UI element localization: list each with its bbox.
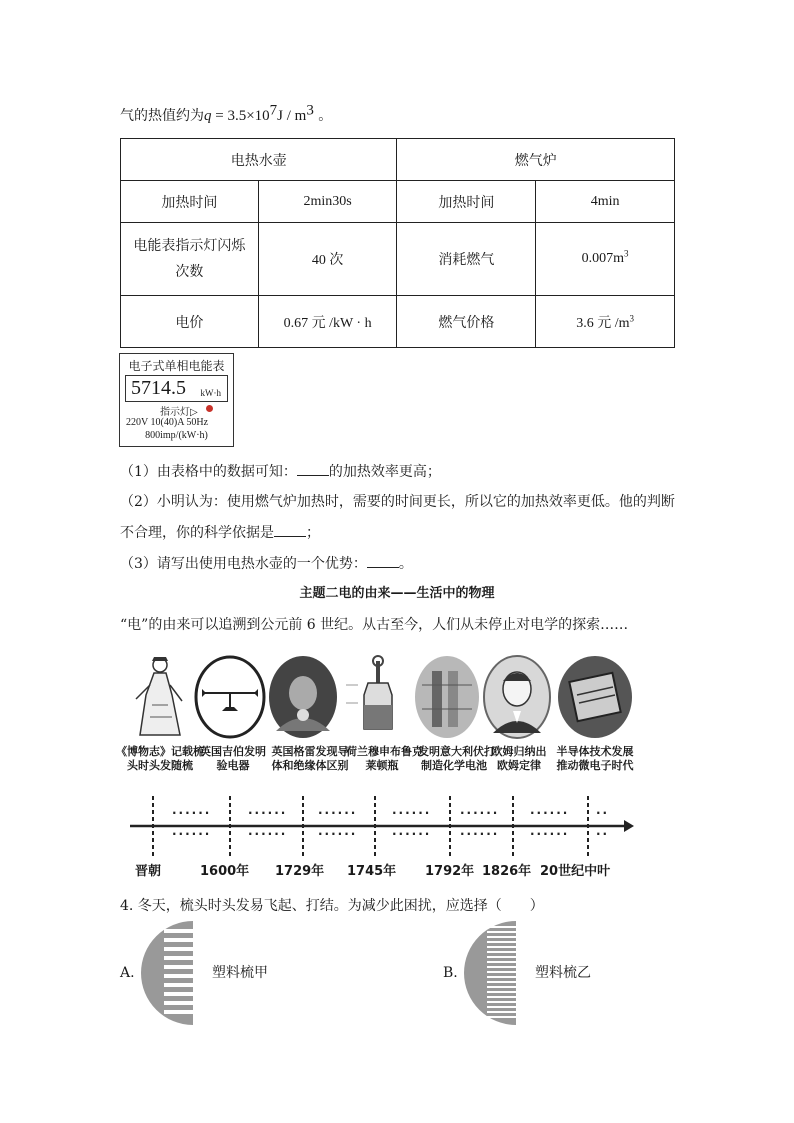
caption-line: 英国吉伯发明 [200, 745, 266, 758]
intro-unit-exp: 3 [306, 102, 314, 119]
option-a[interactable] [120, 963, 135, 983]
caption-7 [554, 745, 636, 773]
table-header-stove: 燃气炉 [397, 139, 675, 181]
table-cell: 加热时间 [121, 181, 259, 223]
caption-3 [270, 745, 350, 773]
svg-text:······: ······ [172, 806, 212, 820]
option-b-text: 塑料梳乙 [535, 965, 591, 981]
ancient-figure-picture [132, 655, 190, 739]
question-1 [120, 461, 441, 482]
timeline-axis [120, 790, 640, 860]
leyden-jar-picture [342, 655, 408, 739]
table-cell [536, 223, 675, 296]
chemical-battery-picture [414, 655, 480, 739]
caption-5 [418, 745, 495, 773]
table-header-kettle: 电热水壶 [121, 139, 397, 181]
caption-line: 莱顿瓶 [365, 759, 399, 772]
electric-meter [119, 353, 234, 447]
question-2-line1: （2）小明认为：使用燃气炉加热时，需要的时间更长，所以它的加热效率更低。他的判断 [120, 494, 675, 510]
option-b-letter: B. [443, 965, 458, 981]
meter-indicator-label [160, 403, 198, 418]
table-row [121, 296, 675, 348]
timeline-label: 1600年 [200, 864, 250, 879]
table-cell: 加热时间 [397, 181, 536, 223]
gray-portrait-picture [268, 655, 338, 739]
caption-4 [346, 745, 423, 773]
table-cell: 4min [536, 181, 675, 223]
svg-text:······: ······ [392, 806, 432, 820]
comparison-table [120, 138, 675, 348]
intro-eq: = 3.5×10 [211, 108, 270, 124]
q3-text-end: 。 [398, 556, 413, 572]
q3-text: （3）请写出使用电热水壶的一个优势： [120, 556, 367, 572]
table-cell [536, 296, 675, 348]
intro-prefix: 气的热值约为 [120, 108, 204, 124]
caption-line: 制造化学电池 [421, 759, 487, 772]
indicator-text: 指示灯 [160, 407, 190, 418]
table-row [121, 223, 675, 296]
question-3 [120, 553, 413, 574]
table-cell [121, 223, 259, 296]
caption-line: 推动微电子时代 [556, 759, 634, 772]
electroscope-picture [194, 655, 266, 739]
intro-suffix: 。 [313, 108, 333, 124]
intro-var: q [204, 108, 212, 124]
svg-text:······: ······ [248, 827, 288, 841]
caption-line: 欧姆定律 [497, 759, 541, 772]
svg-text:······: ······ [392, 827, 432, 841]
caption-line: 头时头发随梳 [127, 759, 193, 772]
option-b[interactable] [443, 963, 458, 983]
svg-text:······: ······ [318, 827, 358, 841]
caption-1 [116, 745, 204, 773]
caption-6 [486, 745, 552, 773]
svg-text:······: ······ [460, 806, 500, 820]
ohm-portrait-picture [483, 655, 551, 739]
timeline-label: 1792年 [425, 864, 475, 879]
arrow-right-icon [624, 820, 634, 832]
intro-exp: 7 [269, 102, 278, 119]
svg-text:······: ······ [530, 806, 570, 820]
caption-2 [193, 745, 273, 773]
caption-line: 《博物志》记载梳 [116, 745, 204, 758]
comb-a-picture [140, 920, 194, 1026]
table-cell-line: 电能表指示灯闪烁 [133, 238, 246, 254]
caption-line: 发明意大利伏打 [418, 745, 495, 758]
comb-b-picture [463, 920, 517, 1026]
meter-spec-imp: 800imp/(kW·h) [145, 430, 208, 441]
timeline-label: 1745年 [347, 864, 397, 879]
svg-text:··: ·· [596, 806, 610, 820]
svg-text:······: ······ [172, 827, 212, 841]
gas-volume-exp: 3 [624, 248, 629, 259]
caption-line: 欧姆归纳出 [491, 745, 547, 758]
option-a-text: 塑料梳甲 [212, 965, 268, 981]
timeline-label: 20世纪中叶 [540, 864, 611, 879]
svg-text:······: ······ [530, 827, 570, 841]
timeline-label: 1729年 [275, 864, 325, 879]
q2-text-end: ； [306, 525, 320, 541]
gas-price: 3.6 元 /m [576, 315, 630, 331]
svg-text:······: ······ [318, 806, 358, 820]
question-4-stem: 4. 冬天，梳头时头发易飞起、打结。为减少此困扰，应选择（ ） [120, 898, 544, 914]
caption-line: 英国格雷发现导 [271, 745, 349, 758]
table-cell: 40 次 [258, 223, 397, 296]
indicator-light-icon [206, 405, 213, 412]
answer-blank[interactable] [367, 553, 399, 568]
timeline-label: 晋朝 [135, 864, 162, 879]
table-cell-line: 次数 [175, 264, 204, 280]
gas-volume: 0.007m [581, 251, 625, 266]
section-title: 主题二电的由来——生活中的物理 [299, 586, 495, 601]
meter-spec-rating: 220V 10(40)A 50Hz [126, 417, 209, 428]
svg-text:··: ·· [596, 827, 610, 841]
table-cell: 2min30s [258, 181, 397, 223]
meter-unit: kW·h [200, 388, 221, 398]
section-intro: “电”的由来可以追溯到公元前 6 世纪。从古至今，人们从未停止对电学的探索…… [120, 617, 629, 633]
table-row [121, 181, 675, 223]
intro-line [120, 102, 333, 126]
table-cell: 0.67 元 /kW · h [258, 296, 397, 348]
question-2-line2 [120, 522, 320, 543]
timeline-label: 1826年 [482, 864, 532, 879]
intro-unit: J / m [277, 108, 307, 124]
svg-text:······: ······ [460, 827, 500, 841]
play-arrow-icon: ▷ [190, 407, 198, 418]
table-cell: 消耗燃气 [397, 223, 536, 296]
option-a-letter: A. [120, 965, 135, 981]
q1-text: （1）由表格中的数据可知： [120, 464, 297, 480]
semiconductor-chip-picture [557, 655, 633, 739]
table-cell: 燃气价格 [397, 296, 536, 348]
meter-reading: 5714.5 [131, 377, 186, 399]
caption-line: 体和绝缘体区别 [271, 759, 349, 772]
q1-text-end: 的加热效率更高； [328, 464, 441, 480]
q2-text: 不合理，你的科学依据是 [120, 525, 274, 541]
meter-title: 电子式单相电能表 [128, 359, 225, 373]
caption-line: 半导体技术发展 [556, 745, 634, 758]
table-cell: 电价 [121, 296, 259, 348]
answer-blank[interactable] [297, 461, 329, 476]
svg-text:······: ······ [248, 806, 288, 820]
gas-price-exp: 3 [629, 312, 634, 323]
caption-line: 荷兰穆申布鲁克 [346, 745, 423, 758]
answer-blank[interactable] [274, 522, 306, 537]
caption-line: 验电器 [216, 759, 250, 772]
meter-display [125, 375, 228, 402]
